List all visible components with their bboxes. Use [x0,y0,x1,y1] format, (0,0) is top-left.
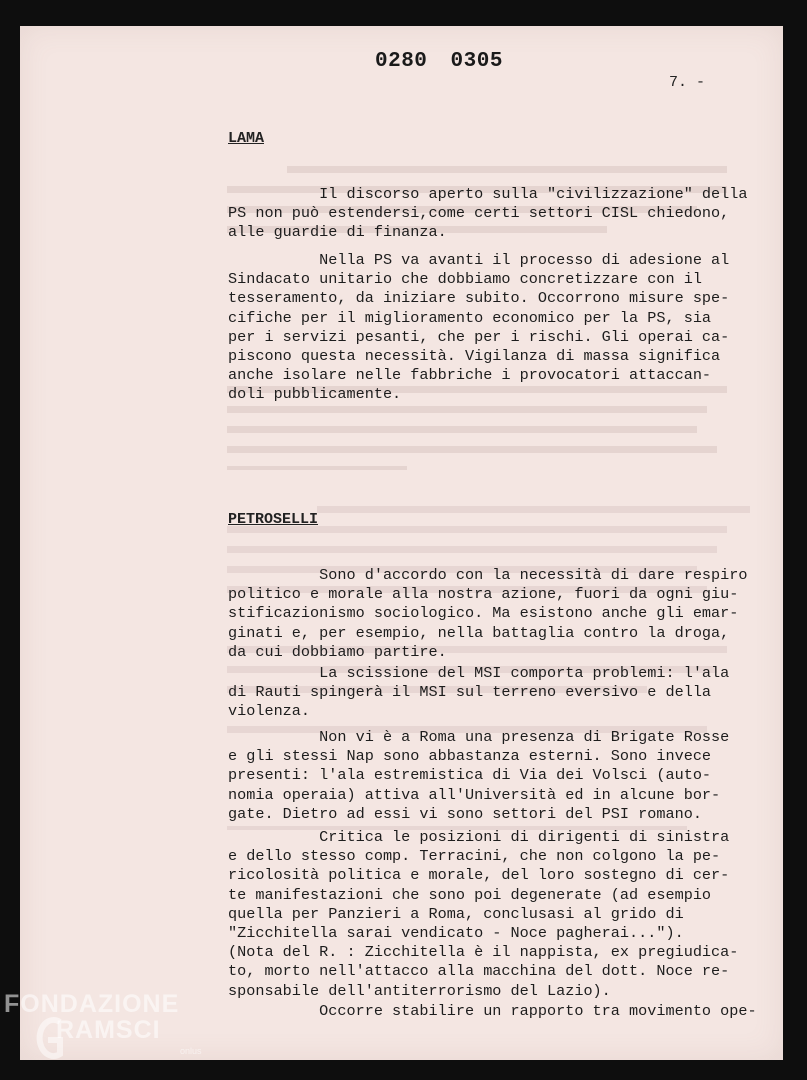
watermark-line-3: onlus [180,1046,202,1056]
fondazione-gramsci-watermark [4,990,214,1075]
speaker-heading-petroselli: PETROSELLI [228,511,319,528]
watermark-line-1: FONDAZIONE [4,990,180,1018]
watermark-line-2: RAMSCI [56,1016,161,1044]
paragraph: Critica le posizioni di dirigenti di sinistra e dello stesso comp. Terracini, che non colgono la pe- ricolosità politica e morale, del loro sostegno di cer- te manifestazioni che sono poi degenerate (ad esempio quella per Panzieri a Roma, conclusasi al grido di "Zicchitella sarai vendicato - Noce pagherai..."). (Nota del R. : Zicchitella è il nappista, ex pregiudica- to, morto nell'attacco alla macchina del dott. Noce re- sponsabile dell'antiterrorismo del Lazio). [228,828,739,1000]
paragraph: Nella PS va avanti il processo di adesione al Sindacato unitario che dobbiamo concretizzare con il tesseramento, da iniziare subito. Occorrono misure spe- cifiche per il miglioramento economico per la PS, sia per i servizi pesanti, che per i rischi. Gli operai ca- piscono questa necessità. Vigilanza di massa significa anche isolare nelle fabbriche i provocatori attaccan- doli pubblicamente. [228,251,730,404]
paragraph: Occorre stabilire un rapporto tra movimento ope- [228,1002,757,1020]
paragraph: Sono d'accordo con la necessità di dare respiro politico e morale alla nostra azione, fuori da ogni giu- stificazionismo sociologico. Ma esistono anche gli emar- ginati e, per esempio, nella battaglia contro la droga, da cui dobbiamo partire. [228,566,748,661]
paragraph: Il discorso aperto sulla "civilizzazione" della PS non può estendersi,come certi settori CISL chiedono, alle guardie di finanza. [228,185,748,242]
archive-stamp-number: 0280 0305 [375,50,503,73]
paragraph: Non vi è a Roma una presenza di Brigate Rosse e gli stessi Nap sono abbastanza esterni. Sono invece presenti: l'ala estremistica di Via dei Volsci (auto- nomia operaia) attiva all'Università ed in alcune bor- gate. Dietro ad essi vi sono settori del PSI romano. [228,728,730,823]
speaker-heading-lama: LAMA [228,130,265,147]
paragraph: La scissione del MSI comporta problemi: l'ala di Rauti spingerà il MSI sul terreno eversivo e della violenza. [228,664,730,721]
page-number: 7. - [669,74,706,91]
